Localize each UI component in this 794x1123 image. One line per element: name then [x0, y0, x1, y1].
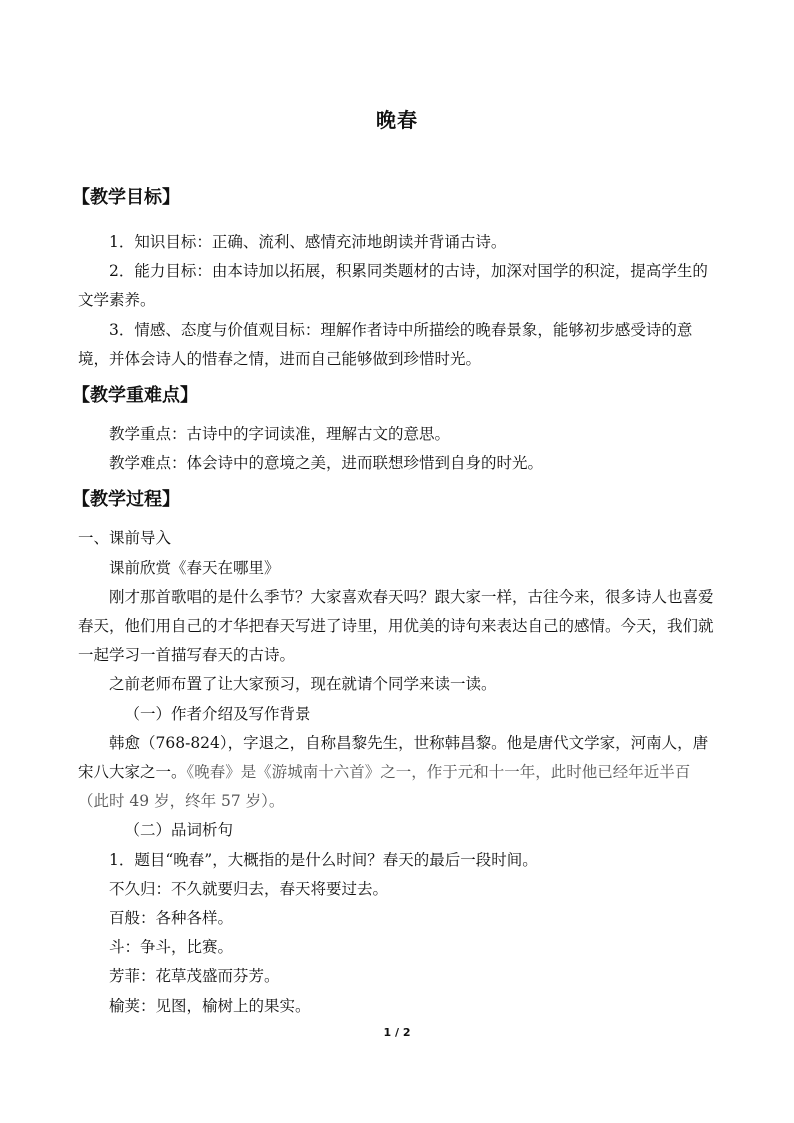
- author-paragraph: [78, 729, 718, 817]
- section-heading-process: 【教学过程】: [72, 489, 180, 511]
- poem-background-text: 《晚春》是《游城南十六首》之一，作于元和十一年，此时他已经年近半百（此时 49 岁，终年 57 岁）。: [78, 763, 691, 811]
- section-heading-objectives: 【教学目标】: [72, 187, 180, 208]
- analysis-line: 芳菲：花草茂盛而芬芳。: [109, 967, 280, 986]
- author-text: 韩愈（768-824），字退之，自称昌黎先生，世称韩昌黎。他是唐代文学家，河南人，唐宋八大家之一。: [78, 733, 709, 782]
- objective-item: 3．情感、态度与价值观目标：理解作者诗中所描绘的晚春景象，能够初步感受诗的意境，并体会诗人的惜春之情，进而自己能够做到珍惜时光。: [78, 320, 693, 368]
- document-title: 晚春: [376, 108, 418, 132]
- key-point-important: 教学重点：古诗中的字词读准，理解古文的意思。: [109, 425, 451, 444]
- subsection-words-title: （二）品词析句: [124, 821, 234, 840]
- intro-paragraph: 刚才那首歌唱的是什么季节？大家喜欢春天吗？跟大家一样，古往今来，很多诗人也喜爱春天，他们用自己的才华把春天写进了诗里，用优美的诗句来表达自己的感情。今天，我们就一起学习一首描写春天的古诗。: [78, 587, 714, 665]
- analysis-line: 榆荚：见图，榆树上的果实。: [109, 996, 311, 1015]
- part1-title: 一、课前导入: [78, 529, 172, 548]
- analysis-line: 1．题目“晚春”，大概指的是什么时间？春天的最后一段时间。: [109, 850, 538, 869]
- song-appreciation: 课前欣赏《春天在哪里》: [109, 558, 280, 577]
- analysis-line: 百般：各种各样。: [109, 909, 234, 928]
- analysis-line: 不久归：不久就要归去，春天将要过去。: [109, 879, 389, 898]
- page-number: 1 / 2: [383, 1026, 411, 1039]
- subsection-author-title: （一）作者介绍及写作背景: [124, 704, 311, 723]
- key-point-difficult: 教学难点：体会诗中的意境之美，进而联想珍惜到自身的时光。: [109, 454, 544, 473]
- objective-item: 2．能力目标：由本诗加以拓展，积累同类题材的古诗，加深对国学的积淀，提高学生的文学素养。: [78, 262, 708, 310]
- section-heading-key-points: 【教学重难点】: [72, 385, 198, 407]
- objective-item: 1．知识目标：正确、流利、感情充沛地朗读并背诵古诗。: [109, 233, 507, 251]
- preview-paragraph: 之前老师布置了让大家预习，现在就请个同学来读一读。: [109, 675, 497, 694]
- document-body: [72, 180, 718, 1021]
- analysis-line: 斗：争斗，比赛。: [109, 938, 234, 957]
